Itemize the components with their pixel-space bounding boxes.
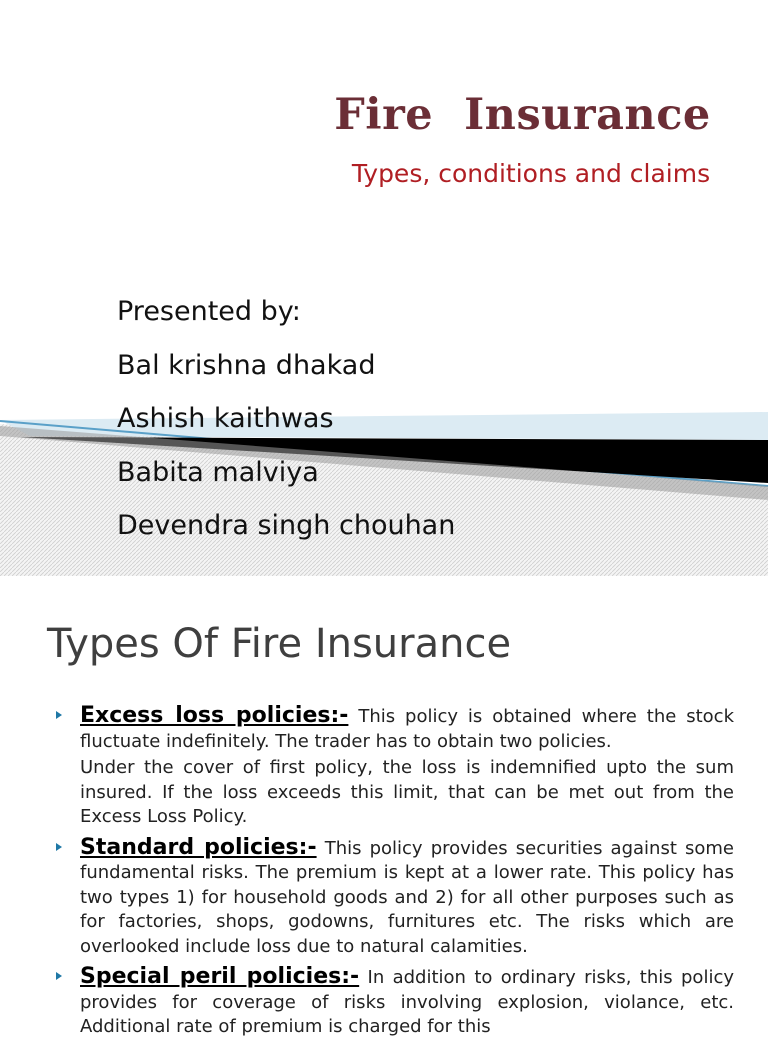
policy-term: Standard policies:- — [80, 834, 317, 860]
triangle-bullet-icon — [56, 843, 62, 851]
slide-subtitle: Types, conditions and claims — [351, 159, 711, 188]
types-slide — [0, 576, 768, 1037]
presenter-name: Bal krishna dhakad — [117, 349, 376, 381]
bullet-paragraph — [80, 836, 734, 960]
bullet-list — [56, 704, 734, 1046]
policy-description: In addition to ordinary risks, this policy provides for coverage of risks involving explosion, violance, etc. Additional rate of premium is charged for this — [80, 967, 734, 1037]
policy-term: Special peril policies:- — [80, 964, 360, 989]
policy-description: This policy is obtained where the stock fluctuate indefinitely. The trader has to obtain two policies. — [80, 706, 734, 752]
bullet-item-standard — [56, 836, 734, 960]
triangle-bullet-icon — [56, 711, 62, 719]
slide-title: Fire Insurance — [334, 90, 711, 140]
bullet-item-excess-loss — [56, 704, 734, 830]
policy-term: Excess loss policies:- — [80, 703, 349, 728]
slide-title: Types Of Fire Insurance — [47, 621, 512, 667]
presenter-name: Babita malviya — [117, 456, 319, 488]
bullet-continuation: Under the cover of first policy, the loss is indemnified upto the sum insured. If the loss exceeds this limit, that can be met out from the Excess Loss Policy. — [80, 757, 734, 827]
presenter-name: Devendra singh chouhan — [117, 510, 456, 541]
triangle-bullet-icon — [56, 972, 62, 980]
bullet-paragraph — [80, 704, 734, 754]
bullet-paragraph — [80, 965, 734, 1040]
presenter-name: Ashish kaithwas — [117, 403, 334, 434]
presenters-list — [117, 288, 455, 556]
presented-by-label: Presented by: — [117, 296, 301, 327]
policy-description: This policy provides securities against some fundamental risks. The premium is kept at a lower rate. This policy has two types 1) for household goods and 2) for all other purposes such as for factories, shops, godowns, furnitures etc. The risks which are overlooked include loss due to natural calamities. — [80, 837, 734, 957]
bullet-item-special-peril — [56, 965, 734, 1040]
